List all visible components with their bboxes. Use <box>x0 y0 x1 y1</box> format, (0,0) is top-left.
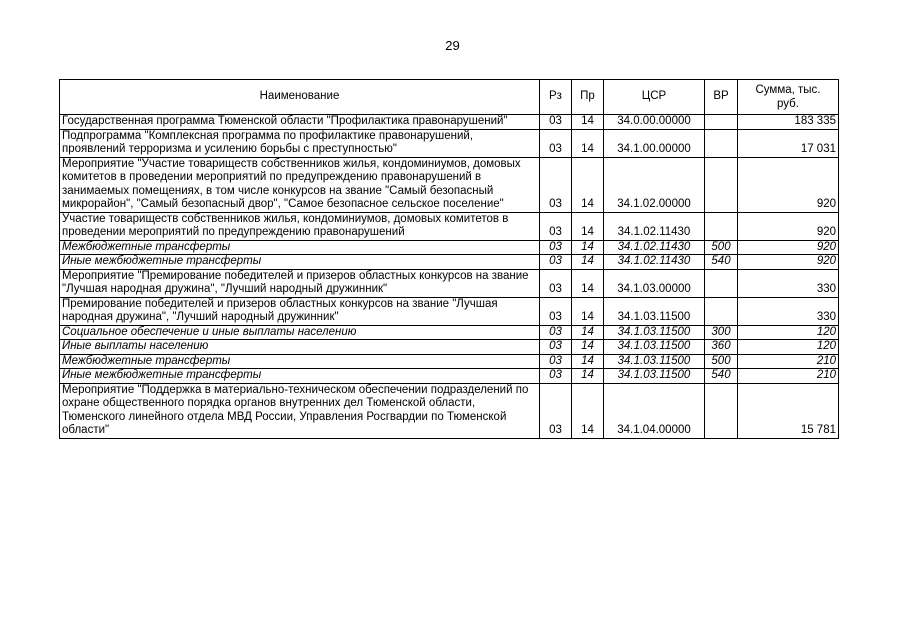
row-csr-cell: 34.1.00.00000 <box>604 129 705 157</box>
page-number: 29 <box>445 38 460 53</box>
row-csr-cell: 34.1.03.11500 <box>604 369 705 384</box>
row-pr-cell: 14 <box>572 325 604 340</box>
table-row <box>60 115 839 130</box>
row-name-cell: Иные межбюджетные трансферты <box>60 369 540 384</box>
row-sum-cell: 330 <box>738 297 839 325</box>
row-sum-cell: 17 031 <box>738 129 839 157</box>
row-rz-cell: 03 <box>540 115 572 130</box>
table-row <box>60 354 839 369</box>
row-sum-cell: 120 <box>738 325 839 340</box>
row-name-cell: Государственная программа Тюменской области "Профилактика правонарушений" <box>60 115 540 130</box>
table-row <box>60 383 839 438</box>
row-vr-cell <box>705 269 738 297</box>
row-pr-cell: 14 <box>572 129 604 157</box>
header-row <box>60 80 839 115</box>
row-csr-cell: 34.1.02.11430 <box>604 255 705 270</box>
row-pr-cell: 14 <box>572 115 604 130</box>
row-vr-cell: 360 <box>705 340 738 355</box>
row-pr-cell: 14 <box>572 269 604 297</box>
header-sum: Сумма, тыс. руб. <box>738 80 839 115</box>
row-rz-cell: 03 <box>540 325 572 340</box>
row-name-cell: Мероприятие "Участие товариществ собственников жилья, кондоминиумов, домовых комитетов в проведении мероприятий по предупреждению правонарушений в занимаемых помещениях, в том числе конкурсов на звание "Самый безопасный микрорайон", "Самый безопасный двор", "Самое безопасное сельское поселение" <box>60 157 540 212</box>
row-sum-cell: 920 <box>738 240 839 255</box>
budget-table <box>59 79 839 439</box>
header-csr: ЦСР <box>604 80 705 115</box>
row-vr-cell: 540 <box>705 369 738 384</box>
table-row <box>60 340 839 355</box>
row-vr-cell: 540 <box>705 255 738 270</box>
row-sum-cell: 183 335 <box>738 115 839 130</box>
row-pr-cell: 14 <box>572 212 604 240</box>
row-vr-cell: 500 <box>705 240 738 255</box>
row-sum-cell: 120 <box>738 340 839 355</box>
table-row <box>60 269 839 297</box>
row-sum-cell: 920 <box>738 212 839 240</box>
table-row <box>60 297 839 325</box>
row-pr-cell: 14 <box>572 240 604 255</box>
row-vr-cell <box>705 129 738 157</box>
table-row <box>60 240 839 255</box>
row-vr-cell <box>705 383 738 438</box>
row-rz-cell: 03 <box>540 354 572 369</box>
row-sum-cell: 920 <box>738 255 839 270</box>
row-csr-cell: 34.1.02.00000 <box>604 157 705 212</box>
row-vr-cell: 500 <box>705 354 738 369</box>
header-rz: Рз <box>540 80 572 115</box>
row-csr-cell: 34.1.02.11430 <box>604 212 705 240</box>
header-vr: ВР <box>705 80 738 115</box>
row-vr-cell: 300 <box>705 325 738 340</box>
row-rz-cell: 03 <box>540 383 572 438</box>
row-csr-cell: 34.0.00.00000 <box>604 115 705 130</box>
row-name-cell: Мероприятие "Поддержка в материально-техническом обеспечении подразделений по охране общественного порядка органов внутренних дел Тюменской области, Тюменского линейного отдела МВД России, Управления Росгвардии по Тюменской области" <box>60 383 540 438</box>
row-vr-cell <box>705 157 738 212</box>
table-row <box>60 157 839 212</box>
table-row <box>60 212 839 240</box>
row-name-cell: Иные выплаты населению <box>60 340 540 355</box>
row-pr-cell: 14 <box>572 297 604 325</box>
row-sum-cell: 15 781 <box>738 383 839 438</box>
row-vr-cell <box>705 297 738 325</box>
row-pr-cell: 14 <box>572 340 604 355</box>
row-rz-cell: 03 <box>540 157 572 212</box>
row-rz-cell: 03 <box>540 269 572 297</box>
row-csr-cell: 34.1.03.11500 <box>604 354 705 369</box>
row-sum-cell: 920 <box>738 157 839 212</box>
header-name: Наименование <box>60 80 540 115</box>
row-rz-cell: 03 <box>540 369 572 384</box>
row-rz-cell: 03 <box>540 255 572 270</box>
row-vr-cell <box>705 115 738 130</box>
row-rz-cell: 03 <box>540 240 572 255</box>
row-csr-cell: 34.1.02.11430 <box>604 240 705 255</box>
row-rz-cell: 03 <box>540 297 572 325</box>
row-csr-cell: 34.1.03.11500 <box>604 340 705 355</box>
table-row <box>60 369 839 384</box>
row-csr-cell: 34.1.03.11500 <box>604 297 705 325</box>
row-name-cell: Подпрограмма "Комплексная программа по профилактике правонарушений, проявлений терроризма и усилению борьбы с преступностью" <box>60 129 540 157</box>
row-rz-cell: 03 <box>540 340 572 355</box>
row-pr-cell: 14 <box>572 354 604 369</box>
row-sum-cell: 330 <box>738 269 839 297</box>
row-name-cell: Мероприятие "Премирование победителей и призеров областных конкурсов на звание "Лучшая народная дружина", "Лучший народный дружинник" <box>60 269 540 297</box>
row-pr-cell: 14 <box>572 383 604 438</box>
row-rz-cell: 03 <box>540 129 572 157</box>
row-pr-cell: 14 <box>572 157 604 212</box>
header-pr: Пр <box>572 80 604 115</box>
row-name-cell: Участие товариществ собственников жилья, кондоминиумов, домовых комитетов в проведении мероприятий по предупреждению правонарушений <box>60 212 540 240</box>
row-pr-cell: 14 <box>572 255 604 270</box>
row-sum-cell: 210 <box>738 354 839 369</box>
row-csr-cell: 34.1.03.00000 <box>604 269 705 297</box>
row-name-cell: Иные межбюджетные трансферты <box>60 255 540 270</box>
table-row <box>60 255 839 270</box>
row-name-cell: Межбюджетные трансферты <box>60 354 540 369</box>
row-vr-cell <box>705 212 738 240</box>
table-row <box>60 325 839 340</box>
row-name-cell: Социальное обеспечение и иные выплаты населению <box>60 325 540 340</box>
row-name-cell: Премирование победителей и призеров областных конкурсов на звание "Лучшая народная дружина", "Лучший народный дружинник" <box>60 297 540 325</box>
row-csr-cell: 34.1.04.00000 <box>604 383 705 438</box>
table-row <box>60 129 839 157</box>
row-csr-cell: 34.1.03.11500 <box>604 325 705 340</box>
row-rz-cell: 03 <box>540 212 572 240</box>
row-name-cell: Межбюджетные трансферты <box>60 240 540 255</box>
row-pr-cell: 14 <box>572 369 604 384</box>
row-sum-cell: 210 <box>738 369 839 384</box>
